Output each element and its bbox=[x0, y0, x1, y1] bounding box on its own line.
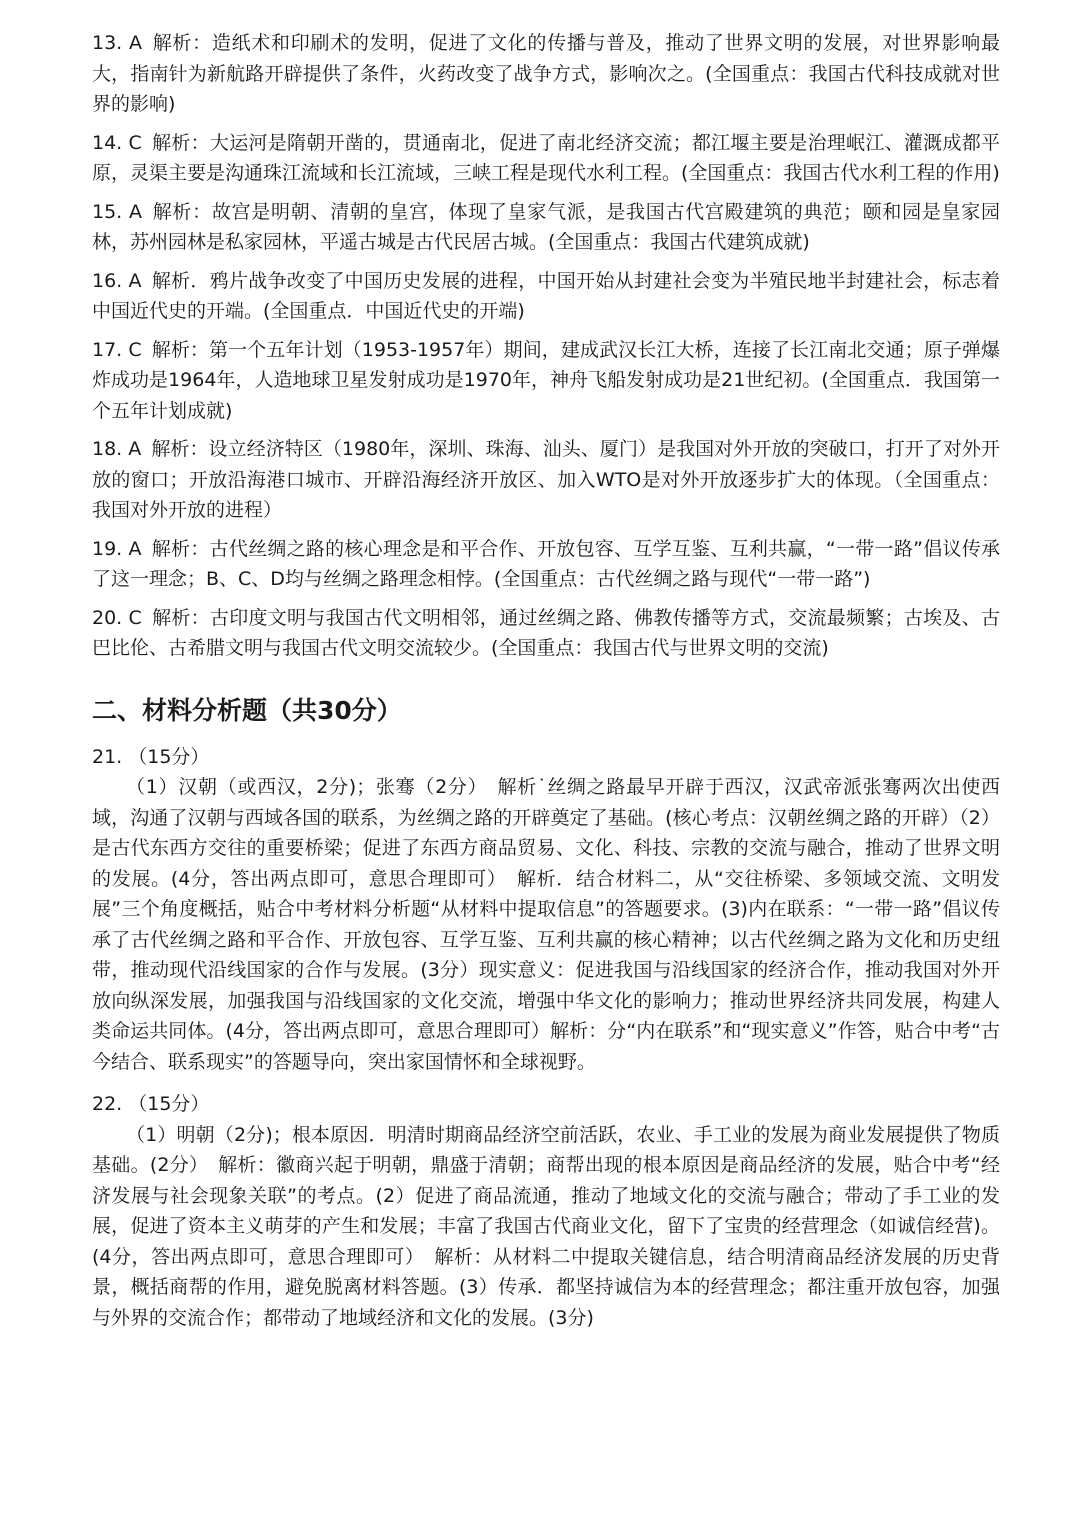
answer-explanation: 解析：设立经济特区（1980年，深圳、珠海、汕头、厦门）是我国对外开放的突破口，打开了对外开放的窗口；开放沿海港口城市、开辟沿海经济开放区、加入WTO是对外开放逐步扩大的体现。（全国重点：我国对外开放的进程） bbox=[92, 438, 1000, 521]
answer-number: 18. A bbox=[92, 438, 142, 460]
question-title-21: 21. （15分） bbox=[92, 745, 210, 768]
answer-item-15 bbox=[92, 197, 1000, 258]
answer-number: 20. C bbox=[92, 606, 142, 629]
answer-number: 19. A bbox=[92, 537, 142, 560]
answer-explanation: 解析：大运河是隋朝开凿的，贯通南北，促进了南北经济交流；都江堰主要是治理岷江、灌溉成都平原，灵渠主要是沟通珠江流域和长江流域，三峡工程是现代水利工程。(全国重点：我国古代水利工程的作用) bbox=[92, 131, 1000, 184]
answer-explanation: 解析：古代丝绸之路的核心理念是和平合作、开放包容、互学互鉴、互利共赢，“一带一路”倡议传承了这一理念；B、C、D均与丝绸之路理念相悖。(全国重点：古代丝绸之路与现代“一带一路”) bbox=[92, 537, 1000, 590]
answer-number: 13. A bbox=[92, 32, 142, 54]
answer-explanation: 解析：第一个五年计划（1953-1957年）期间，建成武汉长江大桥，连接了长江南北交通；原子弹爆炸成功是1964年，人造地球卫星发射成功是1970年，神舟飞船发射成功是21世纪初。(全国重点．我国第一个五年计划成就) bbox=[92, 338, 1000, 422]
answer-explanation: 解析：造纸术和印刷术的发明，促进了文化的传播与普及，推动了世界文明的发展，对世界影响最大，指南针为新航路开辟提供了条件，火药改变了战争方式，影响次之。(全国重点：我国古代科技成就对世界的影响) bbox=[92, 32, 1000, 115]
answer-explanation: 解析：古印度文明与我国古代文明相邻，通过丝绸之路、佛教传播等方式，交流最频繁；古埃及、古巴比伦、古希腊文明与我国古代文明交流较少。(全国重点：我国古代与世界文明的交流) bbox=[92, 606, 1000, 659]
answer-item-13 bbox=[92, 28, 1000, 120]
section-title: 二、材料分析题（共30分） bbox=[92, 695, 402, 725]
answer-item-17 bbox=[92, 335, 1000, 427]
answer-item-19 bbox=[92, 534, 1000, 595]
answer-item-14 bbox=[92, 128, 1000, 189]
answer-number: 14. C bbox=[92, 131, 142, 154]
question-title-22: 22. （15分） bbox=[92, 1093, 210, 1115]
answer-number: 16. A bbox=[92, 269, 142, 292]
answer-number: 15. A bbox=[92, 200, 142, 223]
question-answer-22: （1）明朝（2分)；根本原因．明清时期商品经济空前活跃，农业、手工业的发展为商业发展提供了物质基础。(2分） 解析：徽商兴起于明朝，鼎盛于清朝；商帮出现的根本原因是商品经济的发展，贴合中考“经济发展与社会现象关联”的考点。(2）促进了商品流通，推动了地域文化的交流与融合；带动了手工业的发展，促进了资本主义萌芽的产生和发展；丰富了我国古代商业文化，留下了宝贵的经营理念（如诚信经营)。(4分，答出两点即可，意思合理即可） 解析：从材料二中提取关键信息，结合明清商品经济发展的历史背景，概括商帮的作用，避免脱离材料答题。(3）传承．都坚持诚信为本的经营理念；都注重开放包容，加强与外界的交流合作；都带动了地域经济和文化的发展。(3分) bbox=[92, 1123, 1000, 1329]
answer-item-16 bbox=[92, 266, 1000, 327]
answer-item-20 bbox=[92, 603, 1000, 664]
answer-number: 17. C bbox=[92, 338, 142, 361]
answer-explanation: 解析：故宫是明朝、清朝的皇宫，体现了皇家气派，是我国古代宫殿建筑的典范；颐和园是皇家园林，苏州园林是私家园林，平遥古城是古代民居古城。(全国重点：我国古代建筑成就) bbox=[92, 200, 1000, 253]
question-answer-21: （1）汉朝（或西汉，2分)；张骞（2分） 解析˙丝绸之路最早开辟于西汉，汉武帝派张骞两次出使西域，沟通了汉朝与西域各国的联系，为丝绸之路的开辟奠定了基础。(核心考点：汉朝丝绸之路的开辟）（2）是古代东西方交往的重要桥梁；促进了东西方商品贸易、文化、科技、宗教的交流与融合，推动了世界文明的发展。(4分，答出两点即可，意思合理即可） 解析．结合材料二，从“交往桥梁、多领域交流、文明发展”三个角度概括，贴合中考材料分析题“从材料中提取信息”的答题要求。(3)内在联系：“一带一路”倡议传承了古代丝绸之路和平合作、开放包容、互学互鉴、互利共赢的核心精神；以古代丝绸之路为文化和历史纽带，推动现代沿线国家的合作与发展。(3分）现实意义：促进我国与沿线国家的经济合作，推动我国对外开放向纵深发展，加强我国与沿线国家的文化交流，增强中华文化的影响力；推动世界经济共同发展，构建人类命运共同体。(4分，答出两点即可，意思合理即可）解析：分“内在联系”和“现实意义”作答，贴合中考“古今结合、联系现实”的答题导向，突出家国情怀和全球视野。 bbox=[92, 776, 1000, 1073]
answer-explanation: 解析．鸦片战争改变了中国历史发展的进程，中国开始从封建社会变为半殖民地半封建社会，标志着中国近代史的开端。(全国重点．中国近代史的开端) bbox=[92, 269, 1000, 322]
answer-item-18 bbox=[92, 434, 1000, 526]
